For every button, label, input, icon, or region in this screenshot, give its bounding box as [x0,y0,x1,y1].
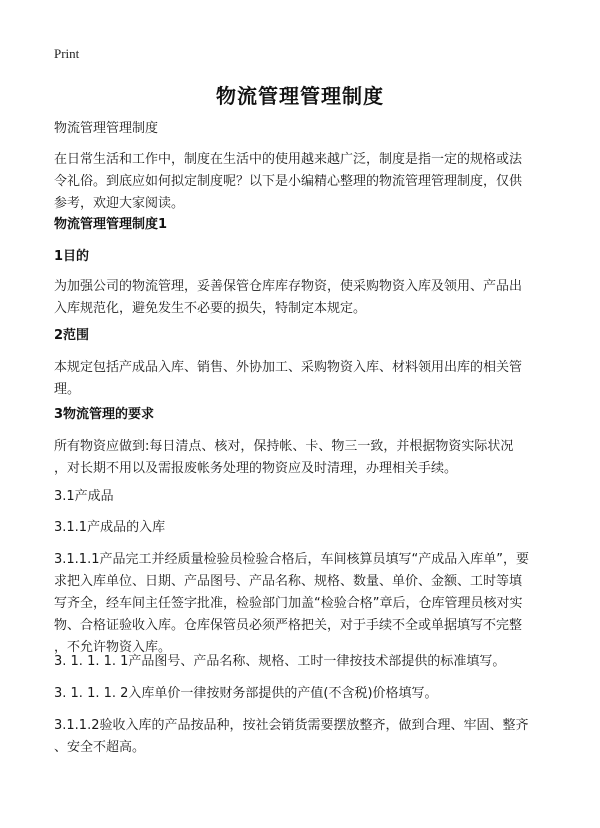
paragraph-line: 、安全不超高。 [54,740,146,755]
paragraph-line: 写齐全，经车间主任签字批准，检验部门加盖“检验合格”章后，仓库管理员核对实 [54,596,523,611]
paragraph-line: ，不允许物资入库。 [54,640,172,655]
paragraph-line: 本规定包括产成品入库、销售、外协加工、采购物资入库、材料领用出库的相关管 [54,360,523,375]
paragraph-line: 令礼俗。到底应如何拟定制度呢？以下是小编精心整理的物流管理管理制度，仅供 [54,174,523,189]
clause-paragraph [54,683,554,705]
paragraph-line: 所有物资应做到:每日清点、核对，保持帐、卡、物三一致，并根据物资实际状况 [54,439,514,454]
print-label: Print [54,46,80,61]
subsection-heading [54,517,554,539]
subtitle-line: 物流管理管理制度 [54,121,159,136]
paragraph-line: 在日常生活和工作中，制度在生活中的使用越来越广泛，制度是指一定的规格或法 [54,152,523,167]
purpose-paragraph [54,276,554,320]
paragraph-line: 理。 [54,382,81,397]
scope-heading: 2范围 [54,328,90,343]
paragraph-line: 3.1.1.1产品完工并经质量检验员检验合格后，车间核算员填写“产成品入库单”，要 [54,552,529,567]
clause-paragraph [54,651,554,673]
paragraph-line: 3. 1. 1. 1. 1产品图号、产品名称、规格、工时一律按技术部提供的标准填写。 [54,654,506,669]
page-title: 物流管理管理制度 [216,84,384,108]
paragraph-line: 3. 1. 1. 1. 2入库单价一律按财务部提供的产值(不含税)价格填写。 [54,686,438,701]
intro-paragraph [54,149,554,215]
paragraph-line: 入库规范化，避免发生不必要的损失，特制定本规定。 [54,301,367,316]
requirements-heading: 3物流管理的要求 [54,407,155,422]
clause-paragraph [54,549,554,659]
document-subtitle [54,118,554,140]
paragraph-line: 求把入库单位、日期、产品图号、产品名称、规格、数量、单价、金额、工时等填 [54,574,523,589]
paragraph-line: 物、合格证验收入库。仓库保管员必须严格把关，对于手续不全或单据填写不完整 [54,618,523,633]
clause-paragraph [54,715,554,759]
requirements-paragraph [54,436,554,480]
paragraph-line: 3.1.1.2验收入库的产品按品种，按社会销货需要摆放整齐，做到合理、牢固、整齐 [54,718,529,733]
purpose-heading: 1目的 [54,249,90,264]
scope-paragraph [54,357,554,401]
subsection-label: 3.1.1产成品的入库 [54,520,166,535]
section-heading: 物流管理管理制度1 [54,217,168,232]
paragraph-line: 为加强公司的物流管理，妥善保管仓库库存物资，使采购物资入库及领用、产品出 [54,279,523,294]
paragraph-line: ，对长期不用以及需报废帐务处理的物资应及时清理，办理相关手续。 [54,461,458,476]
subsection-heading [54,486,554,508]
paragraph-line: 参考，欢迎大家阅读。 [54,196,185,211]
subsection-label: 3.1产成品 [54,489,114,504]
